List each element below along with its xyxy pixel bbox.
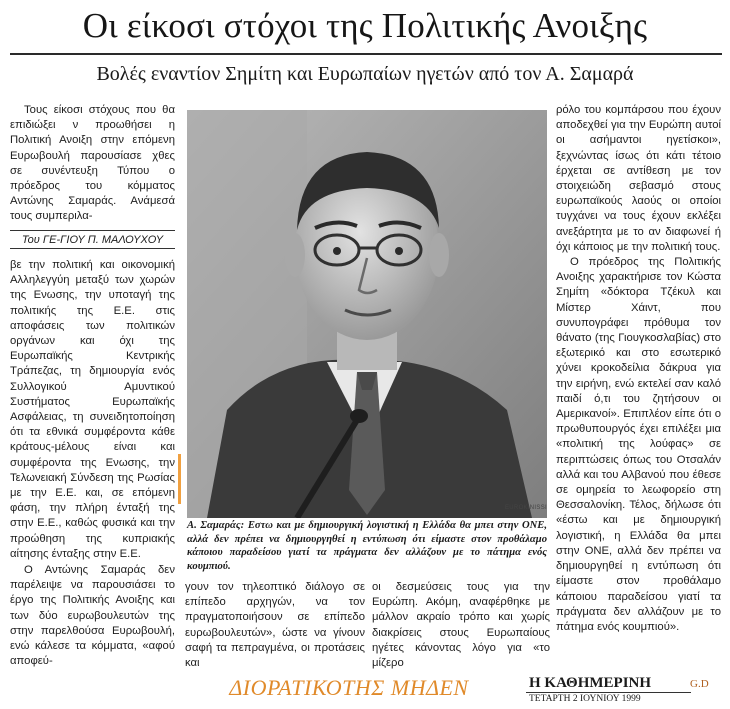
paragraph: οι δεσμεύσεις τους για την Ευρώπη. Ακόμη, αναφέρθηκε με μάλλον ακραίο τρόπο και χωρίς διακρίσεις στους Ευρωπαίους ηγέτες κάνοντας λόγο για «το μίζερο [372, 581, 550, 670]
byline: Του ΓΕ-ΓΙΟΥ Π. ΜΑΛΟΥΧΟΥ [10, 230, 175, 249]
column-left-intro [10, 103, 175, 225]
photo-credit: EUROKINISSI [505, 505, 547, 511]
newspaper-name: Η ΚΑΘΗΜΕΡΙΝΗ [529, 675, 652, 691]
paragraph: Ο πρόεδρος της Πολιτικής Ανοιξης χαρακτήρισε τον Κώστα Σημίτη «δόκτορα Τζέκυλ και Μίστερ Χάιντ, που συνυπογράφει πρόθυμα τον θάνατο (της Γιουγκοσλαβίας) στο εξωτερικό και στο εσωτερικό χύνει κροκοδείλια δάκρυα για την ειρήνη, ενώ εκτελεί σαν καλό παιδί ό,τι του ζητήσουν οι Αμερικανοί». Επιπλέον είπε ότι ο πρωθυπουργός έχει επιλέξει μια «πολιτική της λούφας» σε περιπτώσεις όπως του Οτσαλάν αλλά και του Αλβανού που έθεσε σε ομηρεία το λεωφορείο στη Θεσσαλονίκη. Τέλος, δήλωσε ότι «έστω και με δημιουργική λογιστική, η Ελλάδα θα μπει στην ΟΝΕ, αλλά δεν πρέπει να δημιουργηθεί η εντύπωση ότι είμαστε στον προθάλαμο κάποιου παραδείσου γιατί τα πράγματα δεν αλλάζουν με το πάτημα ενός κουμπιού». [556, 256, 721, 633]
portrait-image [187, 110, 547, 518]
portrait-photo [187, 110, 547, 518]
paragraph: Ο Αντώνης Σαμαράς δεν παρέλειψε να παρουσιάσει το έργο της Πολιτικής Ανοιξης και των δύο ευρωβουλευτών της στην παρελθούσα Ευρωβουλή, ενώ κάλεσε τα κόμματα, «αφού αποφεύ- [10, 564, 175, 668]
highlight-mark [178, 454, 181, 504]
footer-brand-title: ΔΙΟΡΑΤΙΚΟΤΗΣ ΜΗΔΕΝ [229, 675, 469, 700]
column-left-end [10, 563, 175, 669]
paragraph: Τους είκοσι στόχους που θα επιδιώξει ν προωθήσει η Πολιτική Ανοιξη στην επόμενη Ευρωβουλή παρουσίασε χθες σε συνέντευξη Τύπου ο πρόεδρος του κόμματος Αντώνης Σαμαράς. Ανάμεσά τους συμπεριλα- [10, 104, 175, 223]
column-middle-right [372, 580, 550, 671]
initials: G.D [690, 678, 709, 690]
newspaper-rule [526, 692, 691, 693]
article-headline: Οι είκοσι στόχοι της Πολιτικής Ανοιξης [82, 6, 648, 45]
headline-rule [10, 53, 722, 55]
paragraph: γουν τον τηλεοπτικό διάλογο σε επίπεδο αρχηγών, να τον πραγματοποιήσουν σε επίπεδο ευρωβουλευτών», ώστε να γίνουν σαφή τα πεπραγμένα, οι προτάσεις και [185, 581, 365, 670]
paragraph: βε την πολιτική και οικονομική Αλληλεγγύη μεταξύ των χωρών της Ενωσης, την υποταγή της πολιτικής της Ε.Ε. στις αποφάσεις των πολιτικών οργάνων και όχι της Ευρωπαϊκής Κεντρικής Τράπεζας, τη δημιουργία ενός Συλλογικού Αμυντικού Συστήματος Ευρωπαϊκής Ασφάλειας, τη συνειδητοποίηση ότι τα εθνικά συμφέροντα κάθε κράτους-μέλους είναι και συμφέροντα της Ενωσης, την Τελωνειακή Σύνδεση της Ρωσίας με την Ε.Ε. και, σε επόμενη φάση, την πλήρη ένταξή της στην Ε.Ε., καθώς φυσικά και την προώθηση της κυπριακής αίτησης ένταξης στην Ε.Ε. [10, 259, 175, 560]
newspaper-date: ΤΕΤΑΡΤΗ 2 ΙΟΥΝΙΟΥ 1999 [529, 694, 641, 704]
article-subheadline: Βολές εναντίον Σημίτη και Ευρωπαίων ηγετών από τον Α. Σαμαρά [96, 63, 634, 85]
photo-caption: Α. Σαμαράς: Εστω και με δημιουργική λογιστική η Ελλάδα θα μπει στην ΟΝΕ, αλλά δεν πρέπει να δημιουργηθεί η εντύπωση ότι είμαστε στον προθάλαμο κάποιου παραδείσου γιατί τα πράγματα δεν αλλάζουν με το πάτημα ενός κουμπιού. [187, 520, 547, 572]
column-middle-left [185, 580, 365, 671]
column-left-body [10, 258, 175, 562]
column-right [556, 103, 721, 635]
paragraph: ρόλο του κομπάρσου που έχουν αποδεχθεί για την Ευρώπη αυτοί οι ασήμαντοι ηγετίσκοι», ξεχνώντας ίσως ότι κάτι τέτοιο έρχεται σε αντίθεση με τον στοιχειώδη σεβασμό στους ευρωπαϊκούς λαούς οι οποίοι τυγχάνει να τους έχουν εκλέξει ανεξάρτητα με το αν διαφωνεί ή όχι κάποιος με την πολιτική τους. [556, 104, 721, 253]
